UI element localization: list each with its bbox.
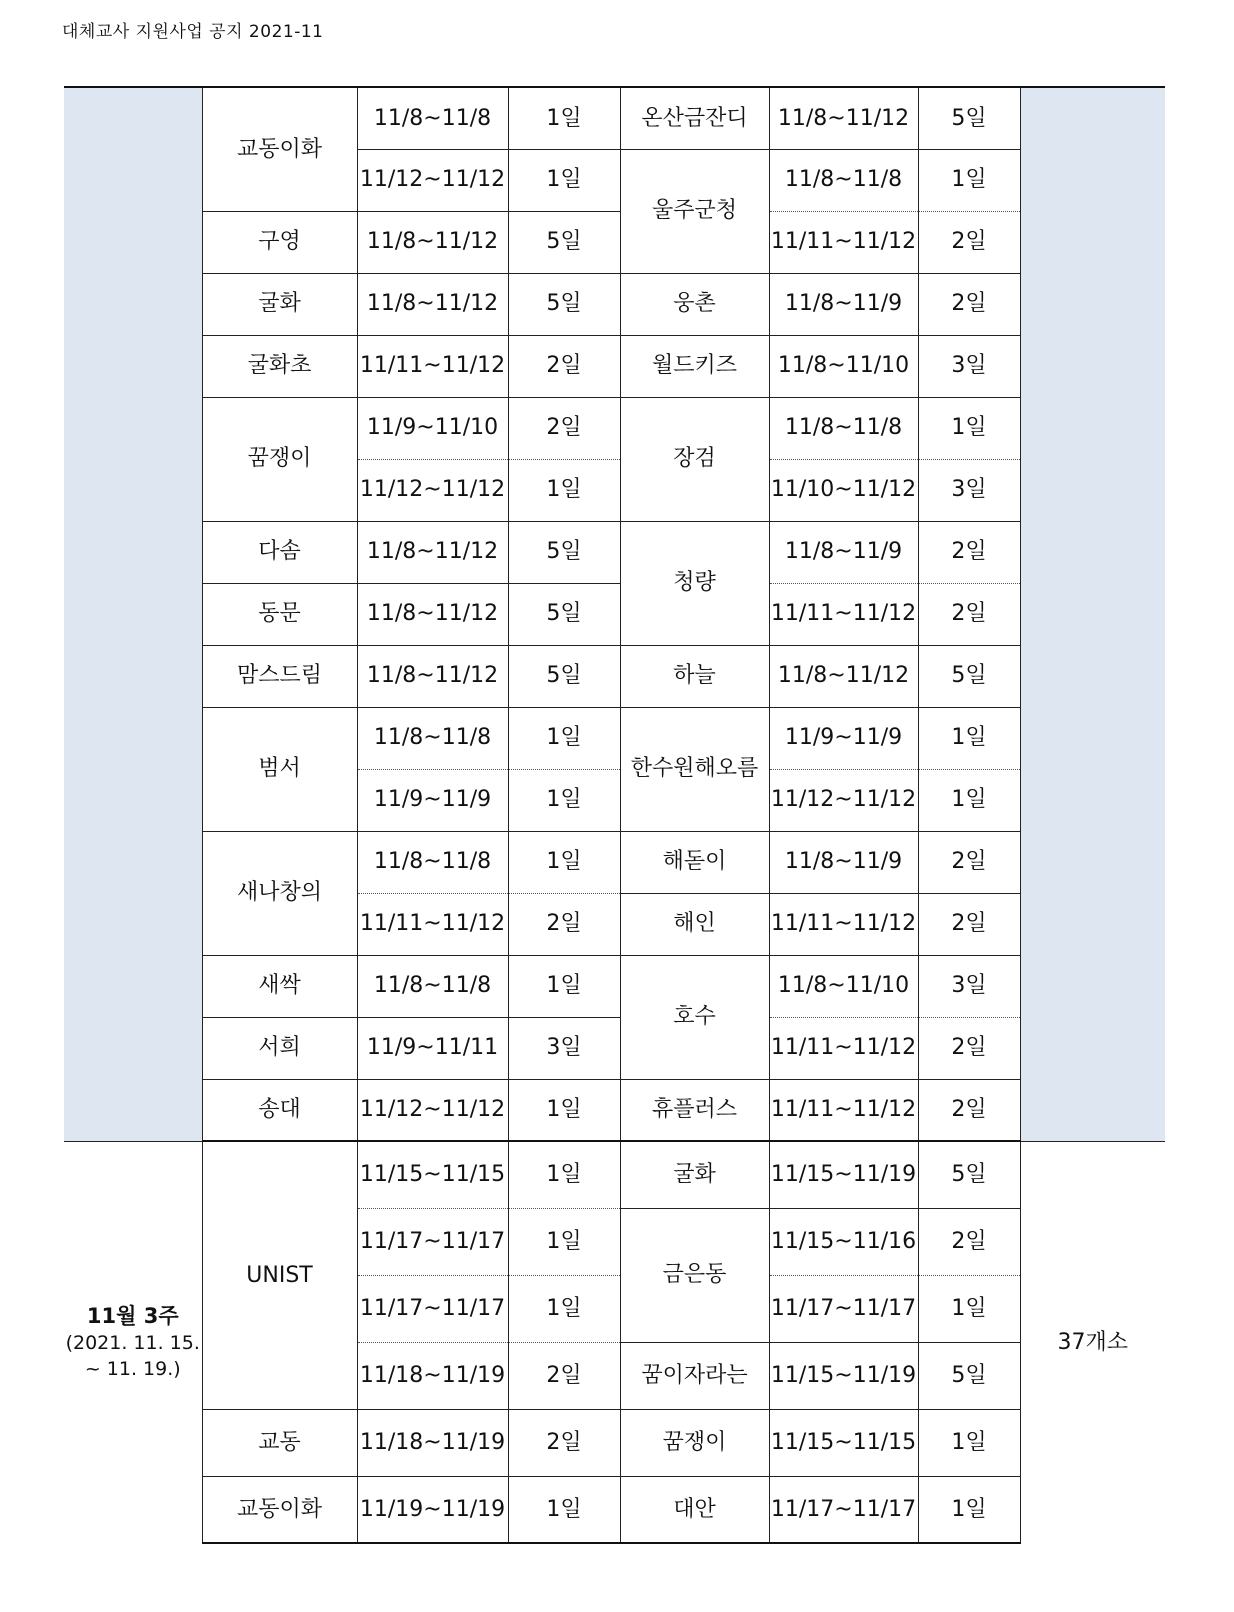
period: 11/9~11/9 bbox=[357, 769, 508, 831]
days: 2일 bbox=[918, 521, 1020, 583]
center-name: 장검 bbox=[620, 397, 769, 521]
period: 11/9~11/11 bbox=[357, 1017, 508, 1079]
days: 1일 bbox=[918, 1409, 1020, 1476]
table-row bbox=[64, 1409, 1165, 1476]
table-row bbox=[64, 87, 1165, 149]
days: 1일 bbox=[508, 707, 620, 769]
period: 11/8~11/12 bbox=[357, 521, 508, 583]
period: 11/11~11/12 bbox=[769, 583, 918, 645]
center-name: 교동이화 bbox=[202, 1476, 357, 1543]
center-name: 울주군청 bbox=[620, 149, 769, 273]
days: 3일 bbox=[918, 335, 1020, 397]
center-name: 호수 bbox=[620, 955, 769, 1079]
center-name: 굴화 bbox=[202, 273, 357, 335]
period: 11/8~11/8 bbox=[357, 831, 508, 893]
center-name: 꿈쟁이 bbox=[202, 397, 357, 521]
center-name: 동문 bbox=[202, 583, 357, 645]
center-name: 월드키즈 bbox=[620, 335, 769, 397]
table-row bbox=[64, 335, 1165, 397]
period: 11/8~11/10 bbox=[769, 335, 918, 397]
period: 11/8~11/9 bbox=[769, 521, 918, 583]
table-row bbox=[64, 211, 1165, 273]
days: 1일 bbox=[508, 459, 620, 521]
period: 11/12~11/12 bbox=[357, 149, 508, 211]
period: 11/15~11/15 bbox=[357, 1141, 508, 1208]
days: 2일 bbox=[508, 1342, 620, 1409]
period: 11/8~11/12 bbox=[357, 645, 508, 707]
center-count bbox=[1020, 87, 1165, 1141]
period: 11/10~11/12 bbox=[769, 459, 918, 521]
days: 2일 bbox=[508, 1409, 620, 1476]
period: 11/8~11/8 bbox=[357, 955, 508, 1017]
period: 11/11~11/12 bbox=[769, 211, 918, 273]
days: 5일 bbox=[918, 1141, 1020, 1208]
days: 5일 bbox=[508, 211, 620, 273]
table-row bbox=[64, 707, 1165, 769]
days: 3일 bbox=[918, 459, 1020, 521]
period: 11/15~11/15 bbox=[769, 1409, 918, 1476]
table-row bbox=[64, 645, 1165, 707]
period: 11/8~11/12 bbox=[357, 211, 508, 273]
days: 1일 bbox=[508, 1079, 620, 1141]
days: 1일 bbox=[918, 1275, 1020, 1342]
days: 1일 bbox=[918, 707, 1020, 769]
period: 11/8~11/12 bbox=[769, 87, 918, 149]
period: 11/8~11/9 bbox=[769, 273, 918, 335]
center-name: 맘스드림 bbox=[202, 645, 357, 707]
period: 11/12~11/12 bbox=[357, 459, 508, 521]
days: 5일 bbox=[508, 521, 620, 583]
table-row bbox=[64, 273, 1165, 335]
center-name: 청량 bbox=[620, 521, 769, 645]
substitute-teacher-schedule-table bbox=[64, 86, 1165, 1544]
days: 5일 bbox=[508, 645, 620, 707]
days: 1일 bbox=[508, 87, 620, 149]
days: 2일 bbox=[508, 335, 620, 397]
center-name: 교동이화 bbox=[202, 87, 357, 211]
period: 11/8~11/12 bbox=[769, 645, 918, 707]
period: 11/8~11/12 bbox=[357, 273, 508, 335]
table-row bbox=[64, 1476, 1165, 1543]
week-cell bbox=[64, 87, 202, 1141]
period: 11/8~11/10 bbox=[769, 955, 918, 1017]
center-name: 송대 bbox=[202, 1079, 357, 1141]
center-name: 범서 bbox=[202, 707, 357, 831]
days: 1일 bbox=[918, 769, 1020, 831]
period: 11/8~11/8 bbox=[769, 149, 918, 211]
days: 1일 bbox=[508, 1275, 620, 1342]
period: 11/15~11/19 bbox=[769, 1141, 918, 1208]
period: 11/15~11/16 bbox=[769, 1208, 918, 1275]
days: 5일 bbox=[918, 1342, 1020, 1409]
period: 11/19~11/19 bbox=[357, 1476, 508, 1543]
days: 3일 bbox=[508, 1017, 620, 1079]
table-row bbox=[64, 1017, 1165, 1079]
period: 11/8~11/8 bbox=[769, 397, 918, 459]
period: 11/12~11/12 bbox=[357, 1079, 508, 1141]
table-row bbox=[64, 583, 1165, 645]
days: 2일 bbox=[918, 1017, 1020, 1079]
days: 5일 bbox=[508, 583, 620, 645]
days: 1일 bbox=[918, 397, 1020, 459]
days: 1일 bbox=[508, 769, 620, 831]
center-name: 웅촌 bbox=[620, 273, 769, 335]
center-name: 굴화 bbox=[620, 1141, 769, 1208]
center-name: UNIST bbox=[202, 1141, 357, 1409]
center-name: 다솜 bbox=[202, 521, 357, 583]
week-title: 11월 3주 bbox=[86, 1304, 179, 1329]
period: 11/9~11/9 bbox=[769, 707, 918, 769]
days: 3일 bbox=[918, 955, 1020, 1017]
center-name: 새싹 bbox=[202, 955, 357, 1017]
table-row bbox=[64, 397, 1165, 459]
center-name: 꿈쟁이 bbox=[620, 1409, 769, 1476]
period: 11/17~11/17 bbox=[357, 1208, 508, 1275]
days: 1일 bbox=[508, 1208, 620, 1275]
period: 11/17~11/17 bbox=[769, 1275, 918, 1342]
days: 2일 bbox=[918, 831, 1020, 893]
days: 1일 bbox=[508, 955, 620, 1017]
table-row bbox=[64, 1141, 1165, 1208]
center-name: 금은동 bbox=[620, 1208, 769, 1342]
table-row bbox=[64, 955, 1165, 1017]
center-name: 해돋이 bbox=[620, 831, 769, 893]
table-row bbox=[64, 521, 1165, 583]
center-name: 교동 bbox=[202, 1409, 357, 1476]
days: 2일 bbox=[508, 893, 620, 955]
period: 11/8~11/12 bbox=[357, 583, 508, 645]
table-row bbox=[64, 831, 1165, 893]
days: 1일 bbox=[508, 831, 620, 893]
period: 11/12~11/12 bbox=[769, 769, 918, 831]
days: 2일 bbox=[918, 273, 1020, 335]
center-name: 휴플러스 bbox=[620, 1079, 769, 1141]
days: 2일 bbox=[918, 1079, 1020, 1141]
week-range: (2021. 11. 15. bbox=[65, 1331, 200, 1354]
period: 11/11~11/12 bbox=[769, 1079, 918, 1141]
center-name: 구영 bbox=[202, 211, 357, 273]
center-name: 온산금잔디 bbox=[620, 87, 769, 149]
days: 2일 bbox=[918, 583, 1020, 645]
days: 1일 bbox=[508, 1141, 620, 1208]
period: 11/8~11/8 bbox=[357, 707, 508, 769]
center-name: 한수원해오름 bbox=[620, 707, 769, 831]
center-name: 해인 bbox=[620, 893, 769, 955]
period: 11/11~11/12 bbox=[769, 893, 918, 955]
days: 1일 bbox=[508, 149, 620, 211]
days: 1일 bbox=[918, 1476, 1020, 1543]
center-count: 37개소 bbox=[1020, 1141, 1165, 1543]
days: 2일 bbox=[918, 211, 1020, 273]
period: 11/17~11/17 bbox=[357, 1275, 508, 1342]
period: 11/11~11/12 bbox=[357, 893, 508, 955]
period: 11/8~11/8 bbox=[357, 87, 508, 149]
period: 11/9~11/10 bbox=[357, 397, 508, 459]
center-name: 하늘 bbox=[620, 645, 769, 707]
days: 5일 bbox=[508, 273, 620, 335]
week-cell bbox=[64, 1141, 202, 1543]
center-name: 새나창의 bbox=[202, 831, 357, 955]
document-header: 대체교사 지원사업 공지 2021-11 bbox=[62, 22, 324, 42]
days: 2일 bbox=[918, 893, 1020, 955]
days: 5일 bbox=[918, 645, 1020, 707]
center-name: 굴화초 bbox=[202, 335, 357, 397]
period: 11/15~11/19 bbox=[769, 1342, 918, 1409]
center-name: 꿈이자라는 bbox=[620, 1342, 769, 1409]
center-name: 대안 bbox=[620, 1476, 769, 1543]
days: 1일 bbox=[918, 149, 1020, 211]
period: 11/18~11/19 bbox=[357, 1409, 508, 1476]
days: 2일 bbox=[918, 1208, 1020, 1275]
days: 1일 bbox=[508, 1476, 620, 1543]
period: 11/11~11/12 bbox=[769, 1017, 918, 1079]
period: 11/8~11/9 bbox=[769, 831, 918, 893]
center-name: 서희 bbox=[202, 1017, 357, 1079]
days: 5일 bbox=[918, 87, 1020, 149]
period: 11/17~11/17 bbox=[769, 1476, 918, 1543]
period: 11/18~11/19 bbox=[357, 1342, 508, 1409]
table-row bbox=[64, 1079, 1165, 1141]
period: 11/11~11/12 bbox=[357, 335, 508, 397]
week-range: ~ 11. 19.) bbox=[84, 1357, 181, 1380]
days: 2일 bbox=[508, 397, 620, 459]
